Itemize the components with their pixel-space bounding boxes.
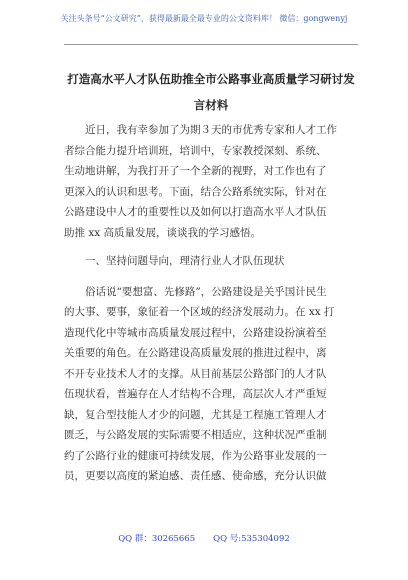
document-title-line: 言材料 [193,98,229,112]
paragraph-line: 匮乏，与公路发展的实际需要不相适应，这种状况严重制 [64,429,327,441]
footer-qq-group: QQ 群：30265665 [118,534,196,544]
header-notice: 关注头条号“公文研究”，获得最新最全最专业的公文资料库！ 微信：gongwenyj [60,14,348,23]
intro-paragraph [64,120,356,243]
section-heading: 一、坚持问题导向，理清行业人才队伍现状 [85,255,285,267]
paragraph-line: 俗话说“要想富、先修路”，公路建设是关乎国计民生 [85,285,327,298]
paragraph-line: 生动地讲解，为我打开了一个全新的视野，对工作也有了 [64,165,327,177]
paragraph-line: 公路建设中人才的重要性以及如何以打造高水平人才队伍 [64,206,327,218]
paragraph-line: 者综合能力提升培训班，培训中，专家教授深刻、系统、 [64,144,327,157]
paragraph-line: 关重要的角色。在公路建设高质量发展的推进过程中，离 [64,347,327,359]
header-divider [64,44,358,45]
section-paragraph [64,282,356,487]
document-title [64,66,358,118]
paragraph-line: 造现代化中等城市高质量发展过程中，公路建设扮演着至 [64,326,327,339]
footer-qq-number: QQ 号:535304092 [213,534,290,544]
paragraph-line: 更深入的认识和思考。下面，结合公路系统实际，针对在 [64,185,327,198]
paragraph-line: 缺，复合型技能人才少的问题，尤其是工程施工管理人才 [64,408,327,421]
footer-contacts [0,534,408,544]
document-title-line: 打造高水平人才队伍助推全市公路事业高质量学习研讨发 [67,72,355,86]
paragraph-line: 员，更要以高度的紧迫感、责任感、使命感，充分认识做 [64,470,327,482]
paragraph-line: 约了公路行业的健康可持续发展，作为公路事业发展的一 [64,449,327,462]
paragraph-line: 近日，我有幸参加了为期３天的市优秀专家和人才工作 [85,124,337,136]
paragraph-line: 伍现状看，普遍存在人才结构不合理，高层次人才严重短 [64,388,327,400]
document-body [64,120,356,487]
paragraph-line: 的大事、要事，象征着一个区域的经济发展动力。在 xx 打 [64,306,335,318]
paragraph-line: 助推 xx 高质量发展，谈谈我的学习感悟。 [64,226,262,239]
paragraph-line: 不开专业技术人才的支撑。从目前基层公路部门的人才队 [64,367,327,380]
